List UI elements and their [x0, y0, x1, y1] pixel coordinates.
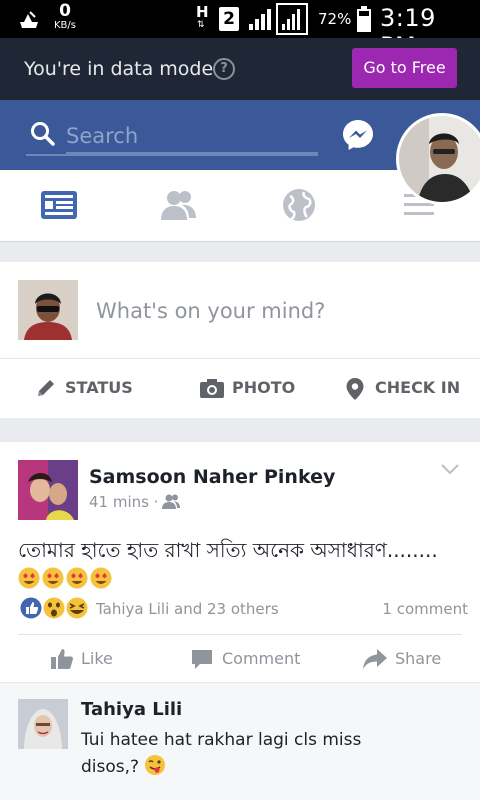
- friends-icon: [160, 188, 198, 222]
- share-button[interactable]: Share: [362, 645, 472, 675]
- post-divider: [18, 634, 462, 635]
- status-composer: [0, 262, 480, 418]
- globe-icon: [280, 188, 318, 222]
- whats-on-your-mind-input[interactable]: What's on your mind?: [96, 299, 326, 323]
- post-author-avatar[interactable]: [18, 460, 78, 520]
- commenter-avatar[interactable]: [18, 699, 68, 749]
- composer-divider: [0, 358, 480, 359]
- signal-icon: [247, 6, 275, 32]
- comment-button[interactable]: Comment: [190, 645, 320, 675]
- post-author-photo: [18, 460, 78, 520]
- winking-tongue-emoji-icon: [144, 754, 166, 776]
- post-text: তোমার হাতে হাত রাখা সত্যি অনেক অসাধারণ........: [18, 538, 438, 562]
- share-icon: [362, 647, 388, 671]
- like-button[interactable]: Like: [50, 645, 170, 675]
- network-type: H: [196, 3, 209, 21]
- reactions-text[interactable]: Tahiya Lili and 23 others: [96, 600, 279, 618]
- audience-friends-icon: [162, 493, 180, 509]
- chat-head-photo: [399, 116, 480, 205]
- tab-notifications[interactable]: [240, 170, 360, 242]
- battery-percent: 72%: [318, 10, 352, 28]
- search-underline: [26, 154, 318, 156]
- tab-news-feed[interactable]: [0, 170, 120, 242]
- messenger-icon[interactable]: [341, 118, 375, 152]
- post-emojis: [18, 566, 114, 590]
- user-photo: [18, 280, 78, 340]
- comment-preview: [0, 682, 480, 800]
- post-timestamp[interactable]: 41 mins ·: [89, 493, 159, 511]
- feed-post: [0, 442, 480, 800]
- comment-text: Tui hatee hat rakhar lagi cls miss disos,?: [81, 730, 362, 777]
- help-icon[interactable]: ?: [213, 58, 235, 80]
- battery-icon: [357, 6, 371, 32]
- search-input[interactable]: [66, 120, 318, 154]
- search-icon[interactable]: [30, 121, 56, 147]
- post-author-name[interactable]: Samsoon Naher Pinkey: [89, 466, 336, 488]
- sim-indicator: 2: [219, 7, 239, 31]
- comment-count[interactable]: 1 comment: [382, 600, 468, 618]
- status-bar: [0, 0, 480, 38]
- check-in-button[interactable]: CHECK IN: [345, 372, 465, 408]
- pencil-icon: [35, 377, 57, 399]
- clock: 3:19: [380, 4, 436, 32]
- network-speed: 0 KB/s: [54, 1, 76, 31]
- reaction-icons: [18, 595, 92, 621]
- commenter-photo: [18, 699, 68, 749]
- news-feed-icon: [40, 188, 78, 222]
- commenter-name[interactable]: Tahiya Lili: [81, 699, 183, 720]
- chat-head-avatar[interactable]: [396, 113, 480, 205]
- thumbs-up-icon: [50, 647, 74, 671]
- signal-2-icon: [276, 3, 308, 35]
- camera-icon: [199, 377, 225, 399]
- location-pin-icon: [345, 377, 365, 401]
- data-arrows-icon: ⇅: [197, 20, 205, 30]
- status-button[interactable]: STATUS: [35, 372, 155, 408]
- tab-friends[interactable]: [120, 170, 240, 242]
- chevron-down-icon[interactable]: [440, 462, 460, 476]
- comment-icon: [190, 647, 214, 671]
- reactions-summary[interactable]: [18, 595, 468, 621]
- data-mode-message: You're in data mode: [24, 58, 214, 80]
- photo-button[interactable]: PHOTO: [199, 372, 319, 408]
- go-to-free-button[interactable]: Go to Free: [352, 48, 457, 88]
- heart-eyes-emoji-icon: [18, 566, 114, 590]
- data-mode-banner: [0, 38, 480, 100]
- user-avatar[interactable]: [18, 280, 78, 340]
- app-notification-icon: [18, 8, 40, 30]
